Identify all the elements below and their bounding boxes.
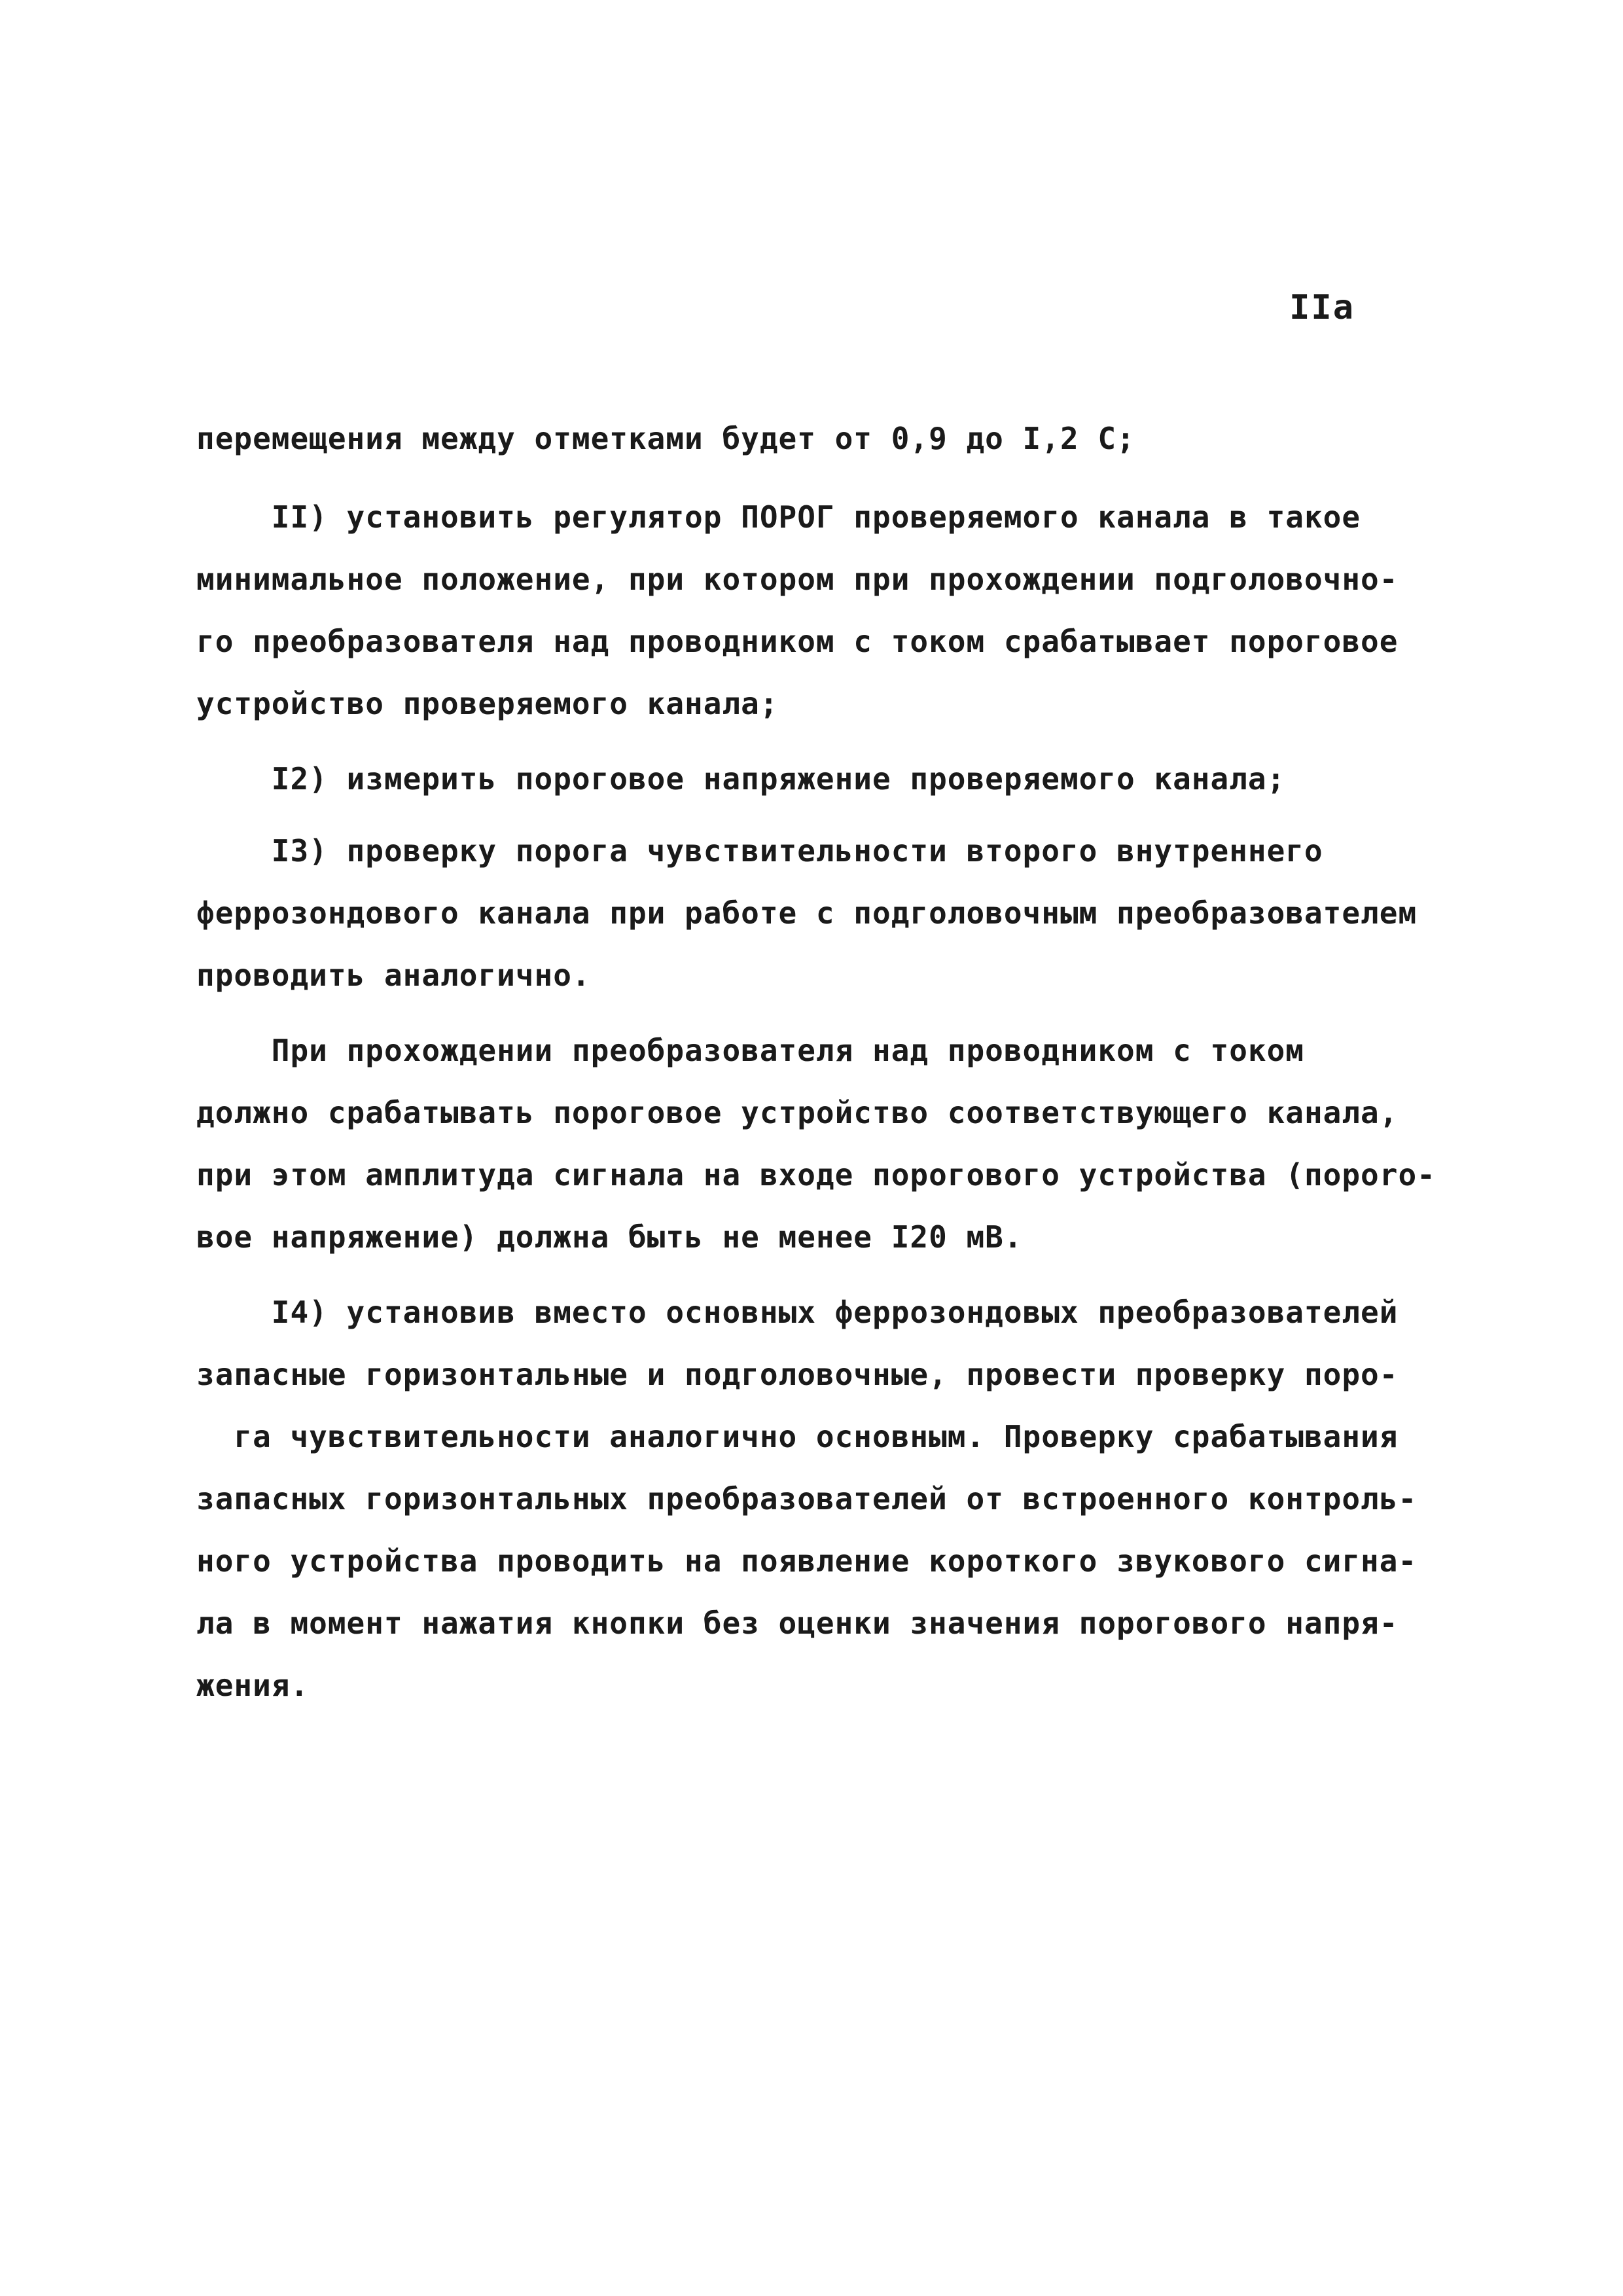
text-line: проводить аналогично.: [196, 958, 591, 993]
text-line: жения.: [196, 1668, 310, 1703]
text-line: запасные горизонтальные и подголовочные, провести проверку поро-: [196, 1357, 1399, 1392]
text-line: га чувствительности аналогично основным. Проверку срабатывания: [196, 1419, 1399, 1454]
text-line: перемещения между отметками будет от 0,9 до I,2 С;: [196, 421, 1135, 456]
text-line: I2) измерить пороговое напряжение проверяемого канала;: [196, 761, 1286, 797]
text-line: устройство проверяемого канала;: [196, 686, 779, 721]
text-line: При прохождении преобразователя над проводником с током: [196, 1033, 1304, 1068]
page-number: IIa: [1289, 288, 1355, 327]
text-line: должно срабатывать пороговое устройство соответствующего канала,: [196, 1095, 1399, 1130]
text-line: запасных горизонтальных преобразователей от встроенного контроль-: [196, 1481, 1418, 1516]
text-line: ла в момент нажатия кнопки без оценки значения порогового напря-: [196, 1605, 1399, 1641]
text-line: II) установить регулятор ПОРОГ проверяемого канала в такое: [196, 499, 1361, 535]
text-line: I4) установив вместо основных феррозондовых преобразователей: [196, 1295, 1399, 1330]
text-line: минимальное положение, при котором при прохождении подголовочно-: [196, 562, 1399, 597]
text-line: вое напряжение) должна быть не менее I20 мВ.: [196, 1219, 1023, 1255]
text-line: феррозондового канала при работе с подголовочным преобразователем: [196, 895, 1418, 931]
text-line: I3) проверку порога чувствительности второго внутреннего: [196, 833, 1323, 869]
text-line: го преобразователя над проводником с током срабатывает пороговое: [196, 624, 1399, 659]
text-line: при этом амплитуда сигнала на входе порогового устройства (пороrо-: [196, 1157, 1436, 1193]
text-line: ного устройства проводить на появление короткого звукового сигна-: [196, 1543, 1418, 1579]
